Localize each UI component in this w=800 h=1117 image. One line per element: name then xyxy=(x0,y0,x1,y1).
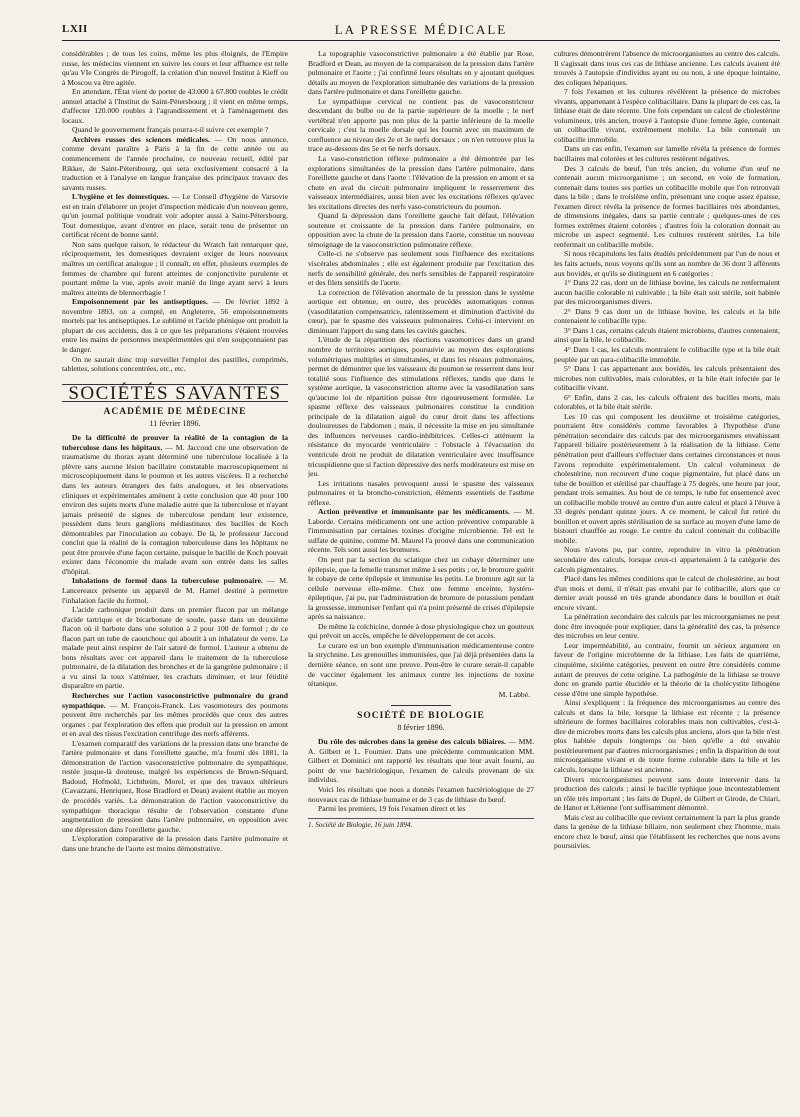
footnote-text: 1. Société de Biologie, 16 juin 1894. xyxy=(308,820,413,829)
session-date: 11 février 1896. xyxy=(149,418,201,428)
communication xyxy=(62,433,288,576)
paragraph: Celle-ci ne s'observe pas seulement sous l'influence des excitations viscérales abdominales ; elle est également produite par l'excitation des nerfs de sensibilité générale, des nerfs sensibles de l'appareil respiratoire et des filets sensitifs de l'aorte. xyxy=(308,249,534,288)
paragraph: 5° Dans 1 cas appartenant aux bovidés, les calculs présentaient des microbes non cultivables, mais colorables, et la bile était infectée par le colibacille vivant. xyxy=(554,364,780,393)
paragraph: Si nous récapitulons les faits étudiés précédemment par l'un de nous et les faits actuels, nous voyons qu'ils sont au nombre de 36 dont 3 afférents aux bovidés, et qu'ils se distinguent en 6 catégories : xyxy=(554,249,780,278)
news-text: — De février 1892 à novembre 1893, on a compté, en Angleterre, 56 empoisonnements mortels par les antiseptiques. Le sublimé et l'acide phénique ont produit la plupart de ces accidents, dus à ce que les préparations s'étaient trouvées entre les mains de personnes inexpérimentées qui n'en soupçonnaient pas le danger. xyxy=(62,297,288,354)
paragraph: Dans un cas enfin, l'examen sur lamelle révéla la présence de formes bacillaires mal colorées et les cultures restèrent négatives. xyxy=(554,144,780,164)
paragraph: 6° Enfin, dans 2 cas, les calculs offraient des bacilles morts, mais colorables, et la bile était stérile. xyxy=(554,392,780,412)
paragraph: L'acide carbonique produit dans un premier flacon par un mélange d'acide tartrique et de bicarbonate de soude, passe dans un deuxième flacon où il barbote dans une solution à 2 pour 100 de formol ; de ce flacon part un tube de caoutchouc qui aboutit à un inhalateur de verre. Le malade peut ainsi respirer de l'air saturé de formol. L'auteur a obtenu de bons résultats avec cet appareil dans le traitement de la tuberculose pulmonaire, de la dilatation des bronches et de la gangrène pulmonaire ; il a vu ainsi la toux s'atténuer, les crachats diminuer, et leur fétidité disparaître en partie. xyxy=(62,605,288,691)
paragraph: En attendant, l'État vient de porter de 43.000 à 67.800 roubles le crédit annuel attaché à l'Institut de Saint-Pétersbourg ; il vient en même temps, d'affecter 120.000 roubles à l'agrandissement et à l'aménagement des locaux. xyxy=(62,87,288,125)
news-heading: L'hygiène et les domestiques. xyxy=(72,192,170,202)
paragraph: Des 3 calculs de bœuf, l'un très ancien, du volume d'un œuf ne contenait aucun microorganisme ; un second, en voie de formation, contenait dans toutes ses parties un colibacille mobile que l'on retrouvait dans la bile ; dans le troisième enfin, présentant une coque assez épaisse, l'examen direct révéla la présence de formes bacillaires très abondantes, de dimensions inégales, dans sa partie centrale ; quelques-unes de ces formes extrêmes étaient colorées ; d'autres fois la coloration donnait au microbe un aspect segmenté. Les cultures restèrent stériles. La bile renfermait un colibacille mobile. xyxy=(554,163,780,249)
paragraph: Les irritations nasales provoquent aussi le spasme des vaisseaux pulmonaires et la broncho-constriction, éléments essentiels de l'asthme réflexe. xyxy=(308,478,534,507)
communication-title: De la difficulté de prouver la réalité de la contagion de la tuberculose dans les hôpitaux. xyxy=(62,433,288,452)
paragraph: L'étude de la répartition des réactions vasomotrices dans un grand nombre de territoires aortiques, poursuivie au moyen des explorations volumétriques multiples et simultanées, et dans les réseaux pulmonaires, permet de démontrer que les vaisseaux du poumon se resserrent dans leur totalité sous l'influence des stimulations réflexes, tandis que dans le système aortique, la vasoconstriction alterne avec la vasodilatation sans qu'aucune loi de répartition puisse être rigoureusement formulée. Le spasme réflexe des vaisseaux pulmonaires constitue la condition principale de la dilatation aiguë du cœur droit dans les affections douloureuses de l'abdomen ; mais, il nécessite la mise en jeu simultanée des influences nerveuses cardio-inhibitrices. Celles-ci atténuent la résistance du myocarde ventriculaire : l'obstacle à l'évacuation du ventricule droit ne produit de dilatation ventriculaire avec insuffisance tricuspidienne que si l'action dépressive des nerfs modérateurs est mise en jeu. xyxy=(308,335,534,479)
news-item xyxy=(62,192,288,240)
communication xyxy=(62,691,288,739)
paragraph: 2° Dans 9 cas dont un de lithiase bovine, les calculs et la bile contenaient le colibacille type. xyxy=(554,306,780,326)
news-heading: Empoisonnement par les antiseptiques. xyxy=(72,297,208,307)
communication-text: — M. Laborde. Certains médicaments ont une action préventive comparable à l'immunisation par certaines toxines d'origine microbienne. Tel est le sulfate de quinine, comme M. Maurel l'a prouvé dans une communication récente. Tels sont aussi les bromures. xyxy=(308,507,534,555)
news-text: — Le Conseil d'hygiène de Varsovie est en train d'élaborer un projet d'inspection médicale d'un nouveau genre, qu'un journal politique voudrait voir adopter aussi à Saint-Pétersbourg. Tout domestique, avant d'entrer en place, serait tenu de présenter un certificat récent de bonne santé. xyxy=(62,192,288,240)
paragraph: On peut par la section du sciatique chez un cobaye déterminer une épilepsie, que la femelle transmet même à ses petits ; or, le bromure guérit le cobaye de cette épilepsie et immunise les petits. Le bromure agit sur la cellule nerveuse elle-même. Chez une femme enceinte, hystéro-épileptique, j'ai pu, par l'administration de bromure de potassium pendant la grossesse, immuniser l'enfant qui n'a point présenté de crises d'épilepsie après sa naissance. xyxy=(308,554,534,622)
signature: M. Labbé. xyxy=(498,689,530,699)
paragraph: Non sans quelque raison, le rédacteur du Wratch fait remarquer que, réciproquement, les domestiques devraient exiger de leurs nouveaux maîtres un certificat analogue ; il connaît, en effet, plusieurs exemples de femmes de chambre qui furent atteintes de conjonctivite purulente et pourtant même la vue, après avoir manié du linge ayant servi à leurs maîtres atteints de blennorrhagie ! xyxy=(62,239,288,297)
paragraph: cultures démontrèrent l'absence de microorganismes au centre des calculs. Il s'agissait dans tous ces cas de lithiase ancienne. Les calculs avaient été trouvés à l'autopsie d'individus ayant eu ou non, à une époque lointaine, des coliques hépatiques. xyxy=(554,49,780,87)
paragraph: Ainsi s'expliquent : la fréquence des microorganismes au centre des calculs et dans la bile, lorsque la lithiase est récente ; la présence ultérieure de formes bacillaires colorables mais non cultivables, c'est-à-dire de microbes morts dans les calculs plus anciens, alors que la bile n'est plus habitée depuis longtemps ou bien qu'elle a été envahie postérieurement par d'autres microorganismes ; enfin la disparition de tout microorganisme vivant et de toute forme colorable dans la bile et les calculs, lorsque la lithiase est ancienne. xyxy=(554,698,780,775)
session-date: 8 février 1896. xyxy=(397,722,445,732)
columns xyxy=(62,49,780,1117)
column-3 xyxy=(554,49,780,1117)
paragraph: Leur imperméabilité, au contraire, fournit un sérieux argument en faveur de l'origine microbienne de la lithiase. Les faits de quatrième, cinquième, sixième catégories, peuvent en outre être considérés comme autant de preuves de cette origine. La pathogénie de la lithiase se trouve donc en grande partie élucidée et la théorie de la cholécystite lithogène cesse d'être une simple hypothèse. xyxy=(554,640,780,698)
paragraph: 7 fois l'examen et les cultures révélèrent la présence de microbes vivants, appartenant à l'espèce colibacillaire. Dans la plupart de ces cas, la lithiase était de date récente. Une fois cependant un calcul de cholestérine volumineux, très ancien, trouvé à l'autopsie d'une femme âgée, contenait un colibacille vivant, extrêmement mobile. La bile contenait un colibacille immobile. xyxy=(554,87,780,144)
paragraph: Le curare est un bon exemple d'immunisation médicamenteuse contre la strychnine. Les grenouilles immunisées, que j'ai déjà présentées dans la dernière séance, en sont une preuve. Peut-être le curare serait-il capable de vacciner également les animaux contre les injections de toxine tétanique. xyxy=(308,640,534,689)
communication xyxy=(62,576,288,605)
communication xyxy=(308,507,534,555)
paragraph: Mais c'est au colibacille que revient certainement la part la plus grande dans la genèse de la lithiase biliaire, non seulement chez l'homme, mais encore chez le bœuf, ainsi que l'établissent les recherches que nous avons poursuivies. xyxy=(554,812,780,851)
paragraph: La pénétration secondaire des calculs par les microorganismes ne peut donc être invoquée pour expliquer, dans la généralité des cas, la présence des microbes en leur centre. xyxy=(554,612,780,641)
communication xyxy=(308,737,534,785)
paragraph: La vaso-constriction réflexe pulmonaire a été démontrée par les explorations simultanées de la pression dans l'artère pulmonaire, dans l'oreillette gauche et dans l'aorte : l'élévation de la pression en amont et sa chute en aval du circuit pulmonaire impliquent le resserrement des vaisseaux intermédiaires, aussi bien avec les excitations réflexes qu'avec les excitations directes des nerfs vaso-constricteurs du poumon. xyxy=(308,154,534,211)
paragraph: 1° Dans 22 cas, dont un de lithiase bovine, les calculs ne renfermaient aucun bacille colorable ni cultivable ; la bile était soit stérile, soit habitée par des microorganismes divers. xyxy=(554,278,780,307)
column-2 xyxy=(308,49,534,1117)
paragraph: Quand la dépression dans l'oreillette gauche fait défaut, l'élévation soutenue et croissante de la pression dans l'artère pulmonaire, en opposition avec la chute de la pression dans l'aorte, constitue un nouveau témoignage de la vasoconstriction pulmonaire réflexe. xyxy=(308,211,534,249)
paragraph: Quand le gouvernement français pourra-t-il suivre cet exemple ? xyxy=(72,125,269,135)
page-folio: LXII xyxy=(62,23,88,35)
paragraph: On ne saurait donc trop surveiller l'emploi des pastilles, comprimés, tablettes, solutions concentrées, etc., etc. xyxy=(62,354,288,374)
paragraph: Les 10 cas qui composent les deuxième et troisième catégories, pourraient être considérés comme favorables à l'hypothèse d'une pénétration secondaire des calculs par des microorganismes envahissant l'appareil biliaire postérieurement à la réalisation de la lithiase. Cette pénétration peut d'ailleurs s'effectuer dans certaines circonstances et nous l'avons reproduite expérimentalement. Un calcul volumineux de cholestérine, non recouvert d'une coque pigmentaire, fut placé dans un tube de bouillon et stérilisé par chauffage à 75 degrés, une heure par jour, pendant trois semaines. Au bout de ce temps, le tube fut ensemencé avec un colibacille mobile trouvé au centre d'un autre calcul et placé à l'étuve à 33 degrés pendant quinze jours. A ce moment, le calcul fut retiré du bouillon et ouvert après stérilisation de sa surface au moyen d'une lame de bistouri chauffée au rouge. Le centre du calcul contenait du colibacille mobile. xyxy=(554,411,780,545)
paragraph: Le sympathique cervical ne contient pas de vasoconstricteur descendant du bulbe ou de la partie supérieure de la moelle ; le nerf vertébral n'en apporte pas non plus de la partie inférieure de la moelle cervicale ; c'est la moelle dorsale qui les fournit avec un maximum de confluence au niveau des 2e et 3e nerfs dorsaux ; on n'en retrouve plus la trace au-dessous des 5e et 6e nerfs dorsaux. xyxy=(308,96,534,154)
paragraph: Nous n'avons pu, par contre, reproduire in vitro la pénétration secondaire des calculs, lorsque ceux-ci appartenaient à la catégorie des calculs pigmentaires. xyxy=(554,545,780,574)
column-1 xyxy=(62,49,288,1117)
news-item xyxy=(62,297,288,354)
page-header xyxy=(62,22,780,41)
paragraph: De même la colchicine, donnée à dose physiologique chez un goutteux qui prévoit un accès, empêche le développement de cet accès. xyxy=(308,621,534,641)
section-title: SOCIÉTÉS SAVANTES xyxy=(62,384,288,403)
paragraph: La correction de l'élévation anormale de la pression dans le système aortique est obtenue, en outre, des procédés automatiques connus (vasodilatation compensatrice, ralentissement et diminution d'activité du cœur), par le spasme des vaisseaux pulmonaires. Celui-ci intervient en diminuant l'apport du sang dans les cavités gauches. xyxy=(308,287,534,335)
communication-text: — M. Jaccoud cite une observation de traumatisme du thorax ayant déterminé une tuberculose localisée à la plèvre sans aucune lésion bacillaire constatable macroscopiquement ni microscopiquement dans le poumon et les autres viscères. Il a recherché dans les auteurs étrangers des faits analogues, et les observations cliniques et expérimentales amènent à cette conclusion que 40 pour 100 environ des sujets morts d'une maladie autre que la tuberculose et n'ayant jamais présenté de signes de tuberculose pendant leur existence, possèdent dans leurs ganglions médiastinaux des bacilles de Koch démontrables par l'inoculation au cobaye. De là, le professeur Jaccoud conclut que la réalité de la contagion tuberculeuse dans les hôpitaux ne peut être prouvée d'une façon certaine, puisque le bacille de Koch pouvait exister dans l'économie du malade avant son entrée dans les salles d'hôpital. xyxy=(62,442,288,576)
footnote xyxy=(308,818,534,831)
news-text: — On nous annonce, comme devant paraître à Paris à la fin de cette année ou au commencement de l'année prochaine, ce nouveau recueil, édité par Rikker, de Saint-Pétersbourg, qui sera exclusivement consacré à la traduction et à l'analyse en langue française des principaux travaux des savants russes. xyxy=(62,134,288,192)
communication-text: — M. François-Franck. Les vasomoteurs des poumons peuvent être recherchés par les mêmes procédés que ceux des autres organes : par l'exploration des effets que produit sur la pression en amont et en aval des tissus l'excitation centrifuge des nerfs afférents. xyxy=(62,700,288,739)
paragraph: 3° Dans 1 cas, certains calculs étaient microbiens, d'autres contenaient, ainsi que la bile, le colibacille. xyxy=(554,325,780,345)
paragraph: L'examen comparatif des variations de la pression dans une branche de l'artère pulmonaire et dans l'oreillette gauche, m'a fourni dès 1881, la démonstration de l'action vasoconstrictive pulmonaire du sympathique, restée jusque-là douteuse, malgré les expériences de Brown-Séquard, Badoud, Hofmokl, Lichtheim, Morel, et que des travaux ultérieurs (Cavazzani, Henriquez, Rose Bradford et Dean) avaient établie au moyen de procédés variés. La démonstration de l'action vasoconstrictive du sympathique thoracique résulte de l'observation constante d'une augmentation de pression dans l'artère pulmonaire, en opposition avec une dépression dans l'oreillette gauche. xyxy=(62,738,288,834)
paragraph: Placé dans les mêmes conditions que le calcul de cholestérine, au bout d'un mois et demi, il n'était pas envahi par le colibacille, alors que ce dernier avait poussé en très grande abondance dans le bouillon et était encore vivant. xyxy=(554,574,780,612)
news-item xyxy=(62,135,288,192)
society-title: ACADÉMIE DE MÉDECINE xyxy=(103,407,247,418)
communication-title: Recherches sur l'action vasoconstrictive pulmonaire du grand sympathique. xyxy=(62,691,288,710)
news-heading: Archives russes des sciences médicales. xyxy=(72,134,210,144)
paragraph: L'exploration comparative de la pression dans l'artère pulmonaire et dans une branche de l'aorte est moins démonstrative. xyxy=(62,834,288,853)
communication-title: Inhalations de formol dans la tuberculose pulmonaire. xyxy=(72,576,263,586)
paragraph: La topographie vasoconstrictive pulmonaire a été établie par Rose, Bradford et Dean, au moyen de la comparaison de la pression dans l'artère pulmonaire et l'aorte ; j'ai confirmé leurs résultats en y ajoutant quelques détails au moyen de l'exploration simultanée des variations de la pression dans l'artère pulmonaire et dans l'oreillette gauche. xyxy=(308,49,534,97)
society-title: SOCIÉTÉ DE BIOLOGIE xyxy=(357,711,485,722)
divider xyxy=(391,705,451,706)
communication-title: Action préventive et immunisante par les médicaments. xyxy=(318,507,510,517)
paragraph: Divers microorganismes peuvent sans doute intervenir dans la production des calculs ; ainsi le bacille typhique joue incontestablement un rôle très important ; les faits de Dupré, de Gilbert et Girode, de Chiari, de Hanot et Létienne l'ont suffisamment démontré. xyxy=(554,774,780,813)
journal-title: LA PRESSE MÉDICALE xyxy=(334,22,508,37)
communication-text: — MM. A. Gilbert et L. Fournier. Dans une précédente communication MM. Gilbert et Dominici ont rapporté les résultats que leur avait fourni, au point de vue bactériologique, l'examen de calculs provenant de six individus. xyxy=(308,737,534,785)
paragraph: Voici les résultats que nous a donnés l'examen bactériologique de 27 nouveaux cas de lithiase humaine et de 3 cas de lithiase du bœuf. xyxy=(308,785,534,804)
communication-text: — M. Lancereaux présente un appareil de M. Hamel destiné à permettre l'inhalation facile du formol. xyxy=(62,576,288,605)
paragraph: Parmi les premiers, 19 fois l'examen direct et les xyxy=(318,804,466,814)
communication-title: Du rôle des microbes dans la genèse des calculs biliaires. xyxy=(318,737,506,747)
paragraph: considérables ; de tous les coins, même les plus éloignés, de l'Empire russe, les médecins viennent en suivre les cours et leur affluence est telle qu'au VIe Congrès de Pirogoff, la création d'un nouvel Institut à Kieff ou à Moscou va être agitée. xyxy=(62,49,288,87)
paragraph: 4° Dans 1 cas, les calculs montraient le colibacille type et la bile était peuplée par un para-colibacille immobile. xyxy=(554,344,780,364)
